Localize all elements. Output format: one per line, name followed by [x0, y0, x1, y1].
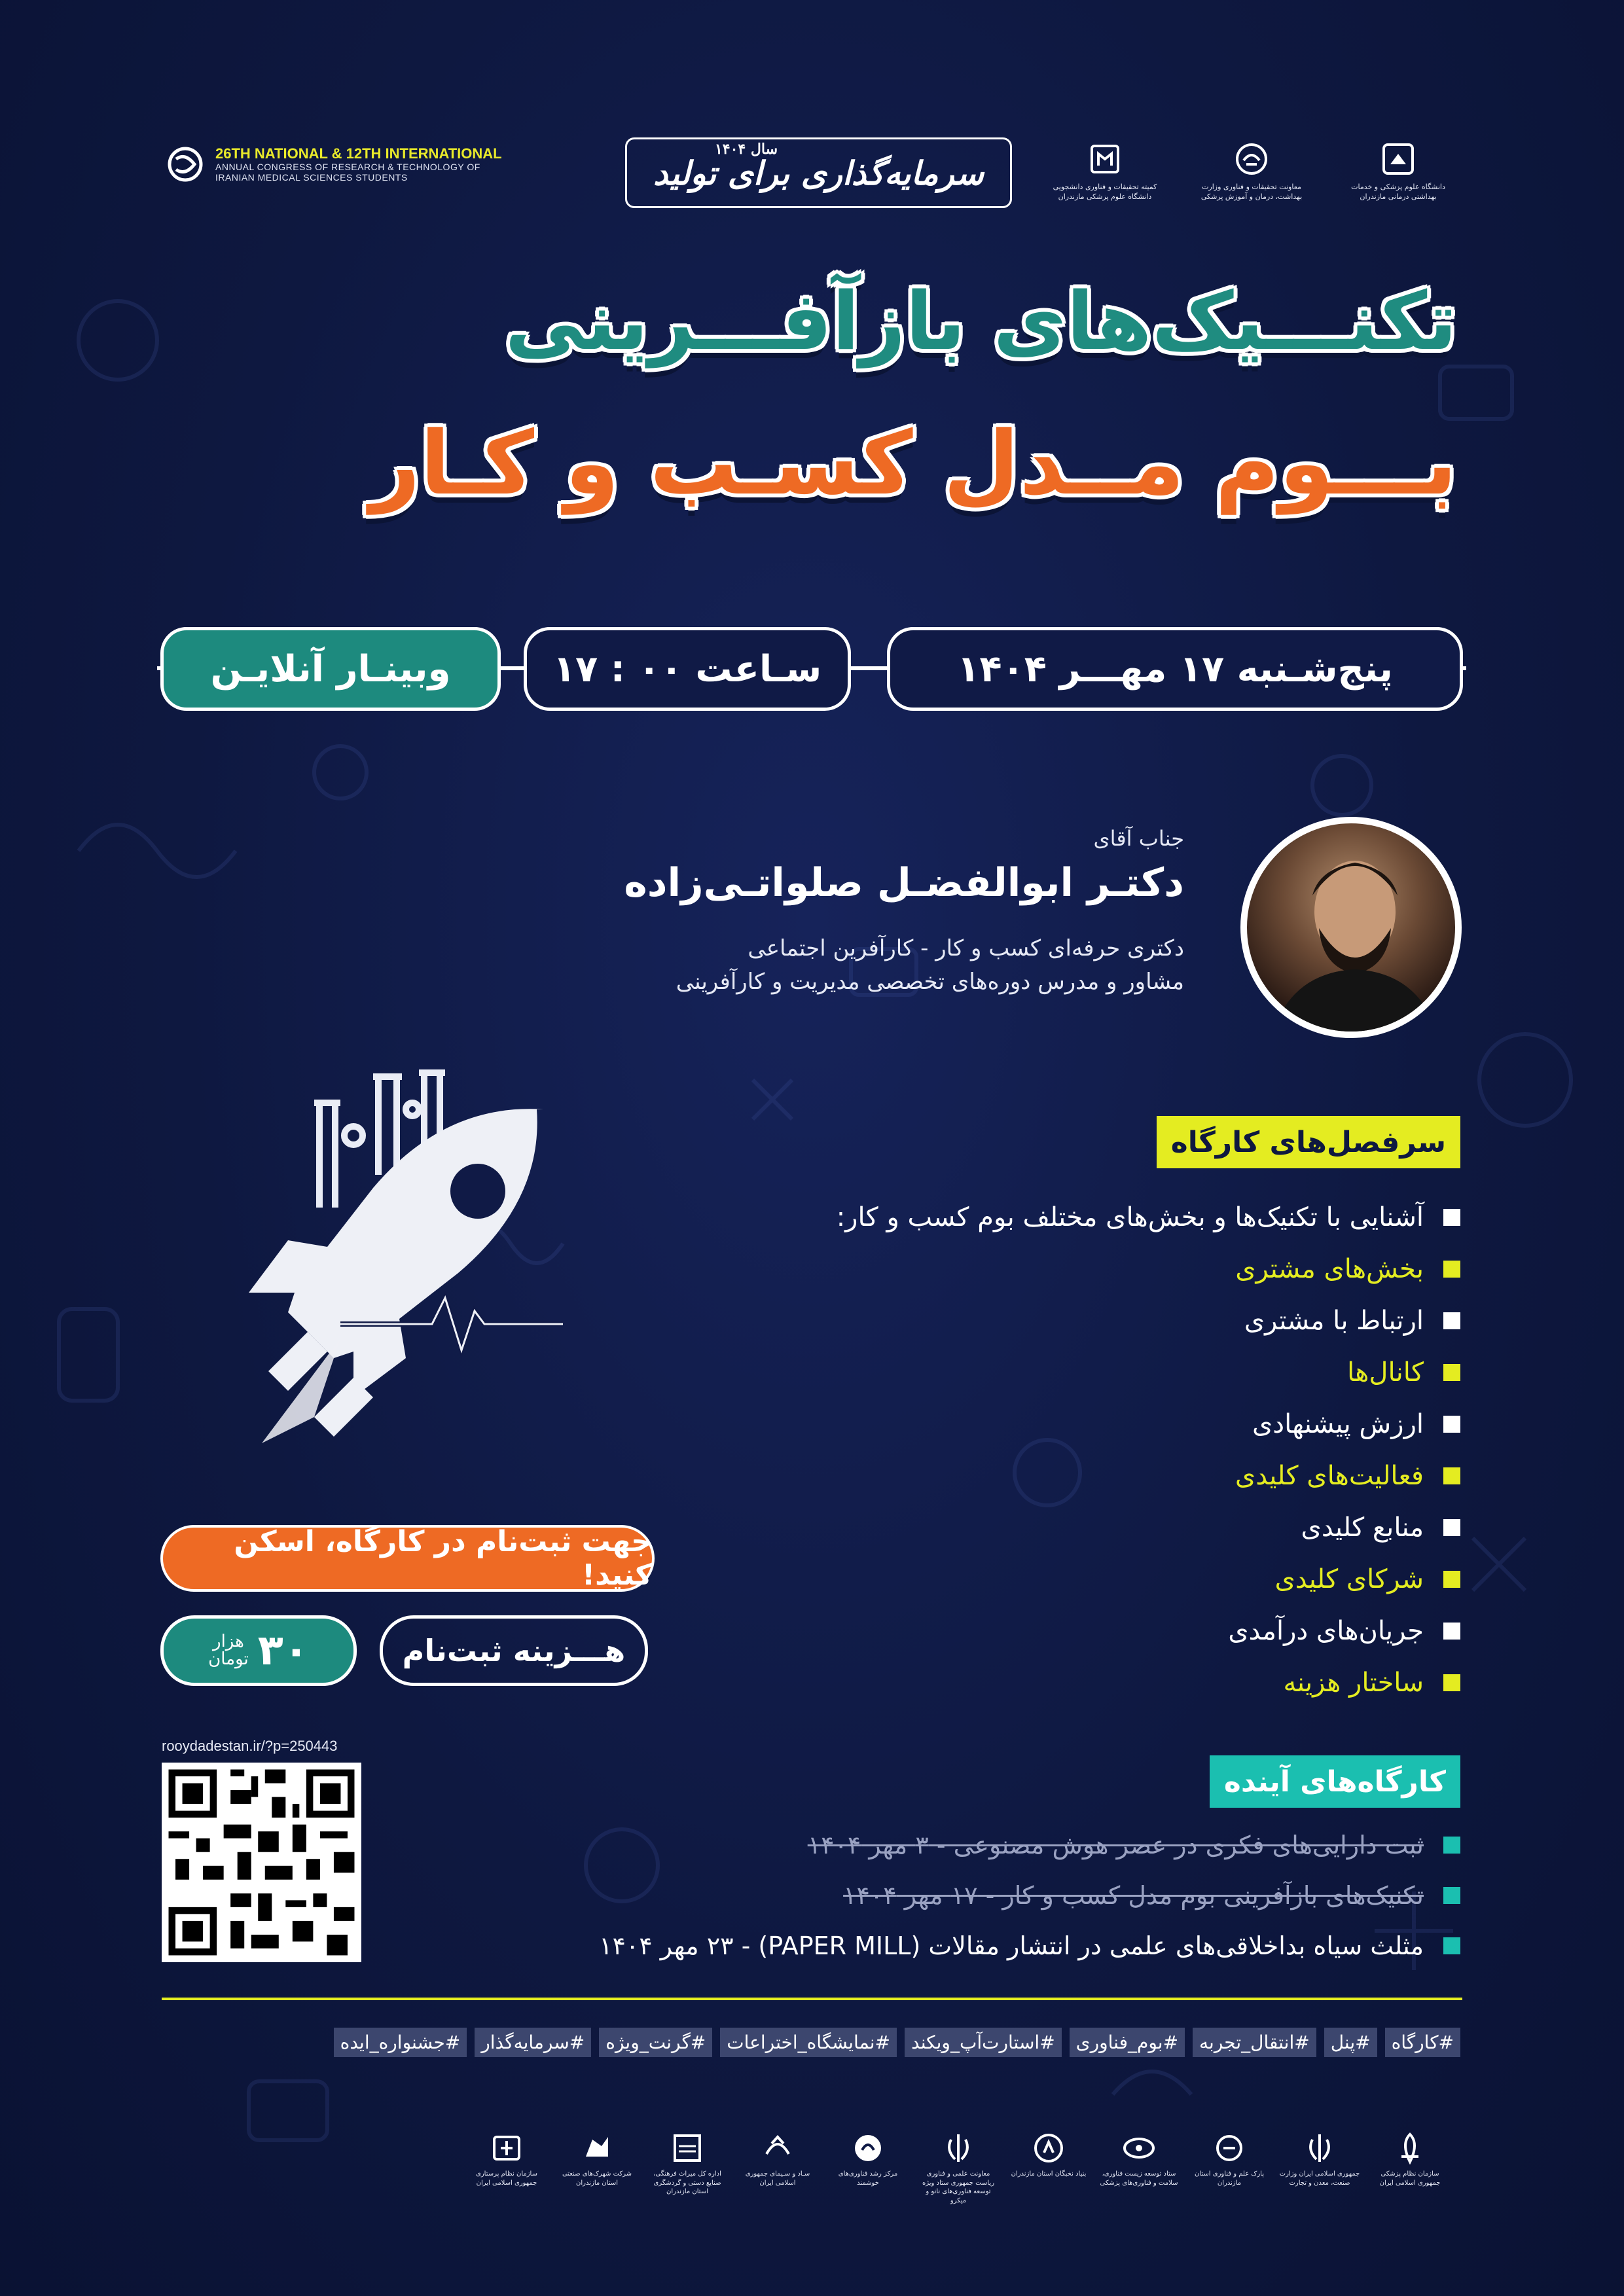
title-line-2: بـــوم مــدل کسـب و کـار [369, 412, 1457, 514]
event-date: پنج‌شـنبه ۱۷ مهـــر ۱۴۰۴ [887, 627, 1463, 711]
sponsor-emblem-icon [489, 2130, 524, 2166]
registration-fee-value [160, 1615, 357, 1686]
registration-url[interactable]: rooydadestan.ir/?p=250443 [162, 1738, 338, 1754]
list-item: بخش‌های مشتری [837, 1243, 1460, 1295]
square-bullet-icon [1443, 1571, 1460, 1588]
sponsor-logo: سازمان نظام پزشکی جمهوری اسلامی ایران [1369, 2130, 1451, 2205]
sponsor-logos [466, 2130, 1451, 2205]
upcoming-heading: کارگاه‌های آینده [1210, 1755, 1460, 1808]
syllabus-list [837, 1191, 1460, 1708]
fee-amount: ۳۰ [257, 1626, 309, 1675]
sponsor-logo: بنیاد نخبگان استان مازندران [1008, 2130, 1089, 2205]
year-slogan [625, 137, 1012, 208]
congress-logo [167, 145, 502, 183]
title-line-1: تکنـــیک‌های بازآفـــرینی [505, 275, 1457, 368]
speaker-description-1: دکتری حرفه‌ای کسب و کار - کارآفرین اجتماعی [748, 935, 1184, 961]
sponsor-logo: اداره کل میراث فرهنگی، صنایع دستی و گردشگری استان مازندران [647, 2130, 728, 2205]
hashtag[interactable]: #پنل [1324, 2028, 1377, 2057]
sponsor-emblem-icon [1302, 2130, 1337, 2166]
divider [162, 1998, 1462, 2000]
sponsor-logo: سازمان نظام پرستاری جمهوری اسلامی ایران [466, 2130, 547, 2205]
square-bullet-icon [1443, 1519, 1460, 1536]
sponsor-emblem-icon [1212, 2130, 1247, 2166]
square-bullet-icon [1443, 1261, 1460, 1278]
sponsor-emblem-icon [760, 2130, 795, 2166]
square-bullet-icon [1443, 1887, 1460, 1904]
sponsor-logo: پارک علم و فناوری استان مازندران [1189, 2130, 1270, 2205]
hashtag[interactable]: #انتقال_تجربه [1193, 2028, 1316, 2057]
sponsor-logo: ستاد توسعه زیست فناوری، سلامت و فناوری‌های پزشکی [1098, 2130, 1180, 2205]
sponsor-emblem-icon [1392, 2130, 1428, 2166]
list-item: ثبت دارایی‌های فکری در عصر هوش مصنوعی - ۳ مهر ۱۴۰۴ [599, 1820, 1460, 1870]
scan-to-register-banner: جهت ثبت‌نام در کارگاه، اسکن کنید! [160, 1525, 655, 1592]
slogan-year: سال ۱۴۰۴ [714, 141, 778, 158]
sponsor-logo: مرکز رشد فناوری‌های خوشمند [827, 2130, 909, 2205]
square-bullet-icon [1443, 1623, 1460, 1640]
square-bullet-icon [1443, 1837, 1460, 1854]
university-seal-icon [1380, 141, 1416, 177]
list-item: مثلث سیاه بداخلاقی‌های علمی در انتشار مقالات (PAPER MILL) - ۲۳ مهر ۱۴۰۴ [599, 1920, 1460, 1971]
speaker-description-2: مشاور و مدرس دوره‌های تخصصی مدیریت و کارآفرینی [676, 969, 1184, 995]
sponsor-emblem-icon [941, 2130, 976, 2166]
square-bullet-icon [1443, 1209, 1460, 1226]
list-item: ارزش پیشنهادی [837, 1398, 1460, 1450]
list-item: کانال‌ها [837, 1346, 1460, 1398]
square-bullet-icon [1443, 1364, 1460, 1381]
speaker-portrait-icon [1247, 823, 1455, 1031]
square-bullet-icon [1443, 1674, 1460, 1691]
square-bullet-icon [1443, 1416, 1460, 1433]
organizer-logo [1193, 141, 1310, 202]
speaker-honorific: جناب آقای [1093, 826, 1184, 851]
speaker-name: دکتـر ابوالفضـل صلواتـی‌زاده [624, 860, 1184, 906]
organizer-label: دانشگاه علوم پزشکی و خدمات بهداشتی درمانی مازندران [1351, 183, 1445, 201]
hashtag[interactable]: #سرمایه‌گذار [475, 2028, 591, 2057]
sponsor-logo: جمهوری اسلامی ایران وزارت صنعت، معدن و تجارت [1279, 2130, 1360, 2205]
list-item: فعالیت‌های کلیدی [837, 1450, 1460, 1501]
square-bullet-icon [1443, 1937, 1460, 1954]
list-item: شرکای کلیدی [837, 1553, 1460, 1605]
square-bullet-icon [1443, 1467, 1460, 1484]
speaker-photo [1240, 817, 1462, 1038]
hashtag[interactable]: #بوم_فناوری [1070, 2028, 1185, 2057]
upcoming-list [599, 1820, 1460, 1971]
organizer-logos [1046, 141, 1457, 202]
hashtag[interactable]: #جشنواره_ایده [334, 2028, 467, 2057]
list-item: ارتباط با مشتری [837, 1295, 1460, 1346]
hashtag[interactable]: #کارگاه [1385, 2028, 1460, 2057]
organizer-label: کمیته تحقیقات و فناوری دانشجویی دانشگاه علوم پزشکی مازندران [1053, 183, 1157, 201]
slogan-text: سرمایه‌گذاری برای تولید [653, 153, 984, 192]
congress-subtitle-1: ANNUAL CONGRESS OF RESEARCH & TECHNOLOGY OF [215, 162, 480, 173]
registration-fee-label: هـــزینه ثبت‌نام [380, 1615, 648, 1686]
list-item: ساختار هزینه [837, 1657, 1460, 1708]
organizer-label: معاونت تحقیقات و فناوری وزارت بهداشت، درمان و آموزش پزشکی [1200, 183, 1303, 201]
sponsor-emblem-icon [1121, 2130, 1157, 2166]
square-bullet-icon [1443, 1312, 1460, 1329]
congress-subtitle-2: IRANIAN MEDICAL SCIENCES STUDENTS [215, 172, 408, 183]
hashtag[interactable]: #استارت‌آپ_ویکند [905, 2028, 1062, 2057]
organizer-logo [1046, 141, 1164, 202]
congress-mark-icon [167, 146, 204, 183]
sponsor-logo: شرکت شهرک‌های صنعتی استان مازندران [556, 2130, 638, 2205]
qr-code-icon[interactable] [162, 1763, 361, 1962]
list-item: جریان‌های درآمدی [837, 1605, 1460, 1657]
speaker-info [624, 826, 1184, 999]
ministry-emblem-icon [1233, 141, 1270, 177]
list-item: تکنیک‌های بازآفرینی بوم مدل کسب و کار - ۱۷ مهر ۱۴۰۴ [599, 1870, 1460, 1920]
hashtag-bar [334, 2028, 1460, 2057]
sponsor-emblem-icon [670, 2130, 705, 2166]
sponsor-emblem-icon [850, 2130, 886, 2166]
hashtag[interactable]: #نمایشگاه_اختراعات [720, 2028, 897, 2057]
rocket-icon [223, 1064, 602, 1469]
event-time: سـاعت ۰۰ : ۱۷ [524, 627, 851, 711]
list-item: آشنایی با تکنیک‌ها و بخش‌های مختلف بوم کسب و کار: [837, 1191, 1460, 1243]
research-committee-icon [1087, 141, 1123, 177]
sponsor-logo: سـاد و سـیمای جمهوری اسلامی ایران [737, 2130, 818, 2205]
syllabus-heading: سرفصل‌های کارگاه [1157, 1116, 1460, 1168]
organizer-logo [1339, 141, 1457, 202]
fee-unit: هزار تومان [208, 1631, 249, 1669]
event-mode: وبینـار آنلایـن [160, 627, 501, 711]
sponsor-logo: معاونت علمی و فناوری ریاست جمهوری ستاد ویژه توسعه فناوری‌های نانو و میکرو [918, 2130, 999, 2205]
sponsor-emblem-icon [1031, 2130, 1066, 2166]
congress-title: 26TH NATIONAL & 12TH INTERNATIONAL [215, 145, 502, 162]
list-item: منابع کلیدی [837, 1501, 1460, 1553]
sponsor-emblem-icon [579, 2130, 615, 2166]
hashtag[interactable]: #گرنت_ویژه [599, 2028, 712, 2057]
